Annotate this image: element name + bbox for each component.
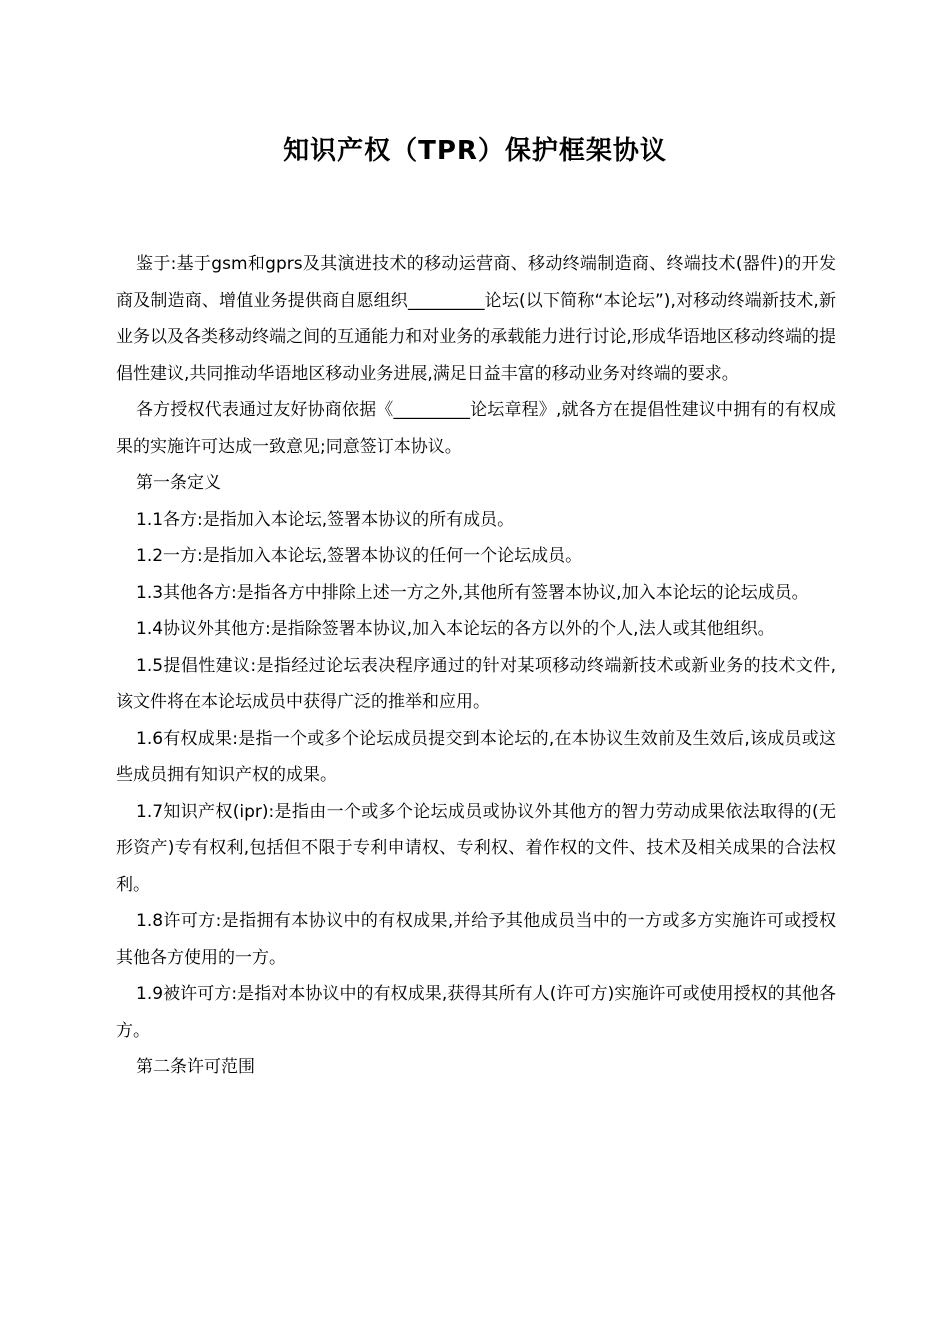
authorization-paragraph: 各方授权代表通过友好协商依据《_________论坛章程》,就各方在提倡性建议中拥有的有权成果的实施许可达成一致意见;同意签订本协议。	[116, 400, 836, 457]
document-title: 知识产权（TPR）保护框架协议	[283, 136, 667, 166]
definition-1-5: 1.5提倡性建议:是指经过论坛表决程序通过的针对某项移动终端新技术或新业务的技术文件,该文件将在本论坛成员中获得广泛的推举和应用。	[116, 655, 836, 712]
document-body	[116, 246, 836, 1086]
definition-1-3: 1.3其他各方:是指各方中排除上述一方之外,其他所有签署本协议,加入本论坛的论坛成员。	[136, 582, 809, 603]
definition-1-9: 1.9被许可方:是指对本协议中的有权成果,获得其所有人(许可方)实施许可或使用授权的其他各方。	[116, 984, 836, 1041]
definition-1-2: 1.2一方:是指加入本论坛,签署本协议的任何一个论坛成员。	[136, 546, 583, 566]
definition-1-1: 1.1各方:是指加入本论坛,签署本协议的所有成员。	[136, 509, 515, 530]
article-2-heading: 第二条许可范围	[136, 1057, 255, 1077]
preamble-paragraph: 鉴于:基于gsm和gprs及其演进技术的移动运营商、移动终端制造商、终端技术(器件)的开发商及制造商、增值业务提供商自愿组织_________论坛(以下简称“本论坛”),对移动终端新技术,新业务以及各类移动终端之间的互通能力和对业务的承载能力进行讨论,形成华语地区移动终端的提倡性建议,共同推动华语地区移动业务进展,满足日益丰富的移动业务对终端的要求。	[116, 254, 836, 384]
article-1-heading: 第一条定义	[136, 473, 221, 493]
definition-1-4: 1.4协议外其他方:是指除签署本协议,加入本论坛的各方以外的个人,法人或其他组织。	[136, 619, 775, 639]
definition-1-6: 1.6有权成果:是指一个或多个论坛成员提交到本论坛的,在本协议生效前及生效后,该成员或这些成员拥有知识产权的成果。	[116, 728, 836, 785]
definition-1-8: 1.8许可方:是指拥有本协议中的有权成果,并给予其他成员当中的一方或多方实施许可或授权其他各方使用的一方。	[116, 911, 836, 968]
definition-1-7: 1.7知识产权(ipr):是指由一个或多个论坛成员或协议外其他方的智力劳动成果依法取得的(无形资产)专有权利,包括但不限于专利申请权、专利权、着作权的文件、技术及相关成果的合法权利。	[116, 801, 836, 895]
